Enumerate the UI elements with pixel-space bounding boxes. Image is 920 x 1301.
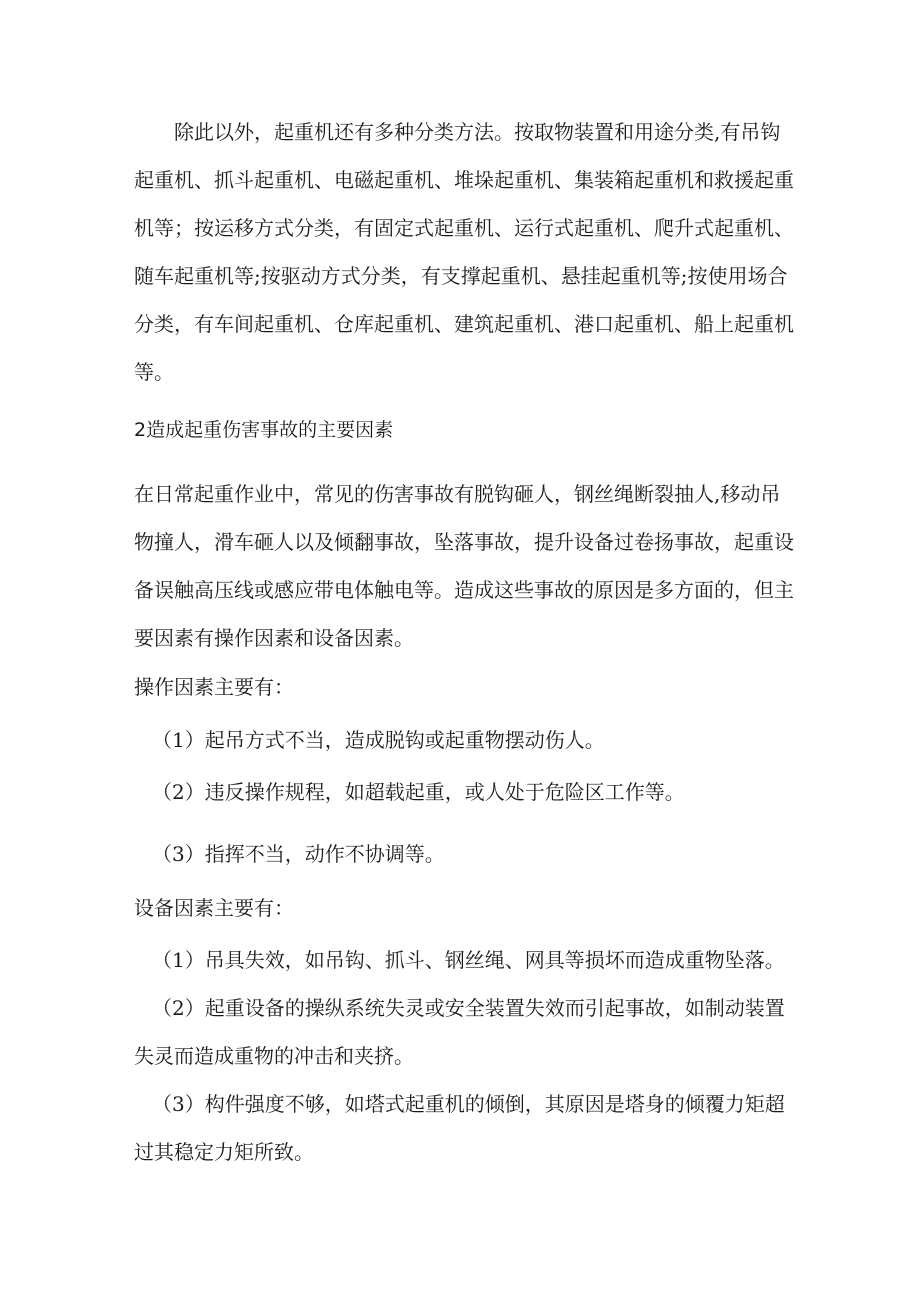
equipment-item-3: （3）构件强度不够，如塔式起重机的倾倒，其原因是塔身的倾覆力矩超过其稳定力矩所致。 bbox=[134, 1092, 785, 1164]
intro-paragraph: 除此以外，起重机还有多种分类方法。按取物装置和用途分类,有吊钩起重机、抓斗起重机、电磁起重机、堆垛起重机、集装箱起重机和救援起重机等；按运移方式分类，有固定式起重机、运行式起重机、爬升式起重机、随车起重机等;按驱动方式分类，有支撑起重机、悬挂起重机等;按使用场合分类，有车间起重机、仓库起重机、建筑起重机、港口起重机、船上起重机等。 bbox=[134, 120, 794, 384]
operation-item-2: （2）违反操作规程，如超载起重，或人处于危险区工作等。 bbox=[152, 780, 685, 804]
operation-factors-title: 操作因素主要有： bbox=[134, 675, 294, 699]
operation-item-3: （3）指挥不当，动作不协调等。 bbox=[152, 842, 445, 866]
equipment-factors-title: 设备因素主要有： bbox=[134, 896, 294, 920]
section-heading: 2造成起重伤害事故的主要因素 bbox=[134, 419, 394, 441]
operation-item-1: （1）起吊方式不当，造成脱钩或起重物摆动伤人。 bbox=[152, 728, 605, 752]
equipment-item-2: （2）起重设备的操纵系统失灵或安全装置失效而引起事故，如制动装置失灵而造成重物的冲击和夹挤。 bbox=[134, 996, 785, 1068]
section-paragraph: 在日常起重作业中，常见的伤害事故有脱钩砸人，钢丝绳断裂抽人,移动吊物撞人，滑车砸人以及倾翻事故，坠落事故，提升设备过卷扬事故，起重设备误触高压线或感应带电体触电等。造成这些事故的原因是多方面的，但主要因素有操作因素和设备因素。 bbox=[134, 482, 794, 650]
equipment-item-1: （1）吊具失效，如吊钩、抓斗、钢丝绳、网具等损坏而造成重物坠落。 bbox=[152, 948, 785, 972]
